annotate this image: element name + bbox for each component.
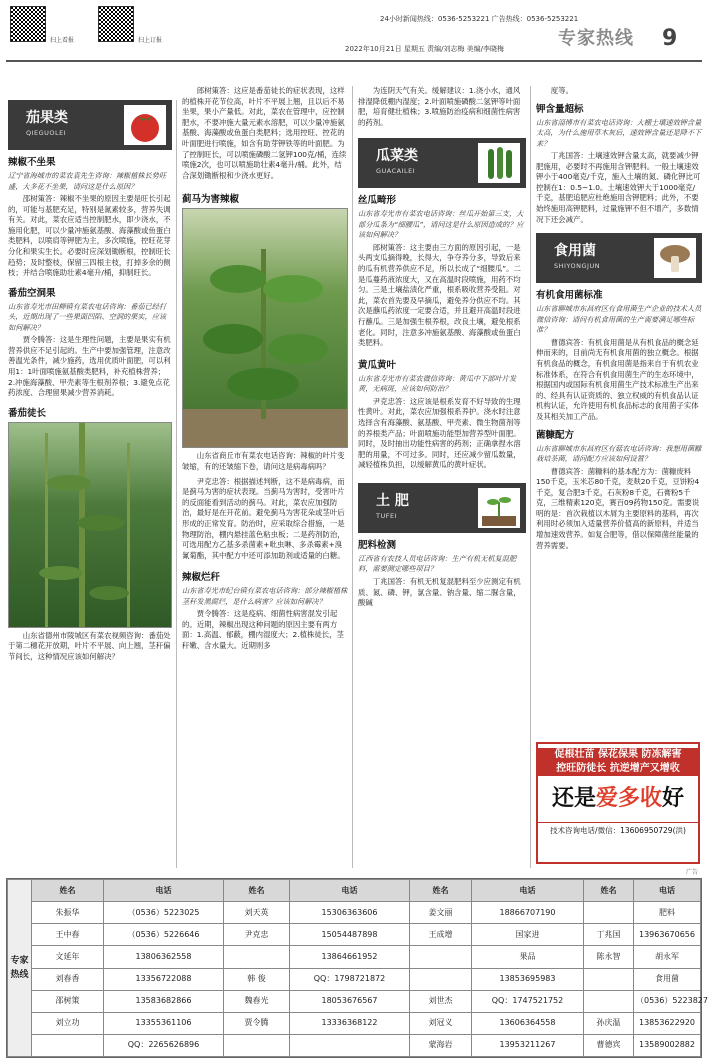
article-answer: 贾令腾答：这是生理性问题，主要是果实有机营养供应不足引起的。生产中要加强管理，注意改善温光条件，减少施药，选用优质叶面肥，可以利用1：1叶面喷施氨基酸类肥料，补充植株营养；2.冲施海藻酸、甲壳素等生根剂养根；3.避免点花药浓度、合理留果减少营养消耗。 xyxy=(8,335,171,398)
expert-phone[interactable]: （0536）5223827 xyxy=(634,990,701,1012)
expert-phone[interactable]: （0536）5223025 xyxy=(104,902,224,924)
header-name: 姓名 xyxy=(410,880,472,902)
header-phone: 电话 xyxy=(290,880,410,902)
category-pinyin: TUFEI xyxy=(376,511,397,520)
expert-name: 王中春 xyxy=(32,924,104,946)
article-answer: 为连阴天气有关。缓解建议：1.浇小水，通风排湿降低棚内湿度；2.叶面喷施磷酸二氢钾等叶面肥，培育健壮植株；3.喷施防治疫病和细菌性病害的药剂。 xyxy=(358,86,521,127)
expert-name xyxy=(584,902,634,924)
header-name: 姓名 xyxy=(584,880,634,902)
expert-phone[interactable] xyxy=(290,1034,410,1056)
expert-name xyxy=(224,1034,290,1056)
table-row xyxy=(8,902,701,924)
article-title: 丝瓜畸形 xyxy=(358,195,397,207)
pepper-leaves-illustration xyxy=(183,209,347,447)
article-title: 菌糠配方 xyxy=(536,429,575,441)
article-question: 山东省淄博市有菜农电话咨询：大棚土壤速效钾含量太高，为什么施用草木灰后，速效钾含量还是降不下来？ xyxy=(536,117,702,148)
article-question: 辽宁省海城市的菜农袁先生咨询：辣椒植株长势旺盛，大多花不坐果，请问这是什么原因？ xyxy=(8,171,167,191)
expert-qq[interactable]: QQ：2265626896 xyxy=(104,1034,224,1056)
expert-phone[interactable]: 13853622920 xyxy=(634,1012,701,1034)
photo-caption: 山东省商丘市有菜农电话咨询：辣椒的叶片变皱缩，有的还皱缩下卷，请问这是病毒病吗？ xyxy=(182,451,345,471)
article-title: 辣椒不坐果 xyxy=(8,157,56,168)
table-row xyxy=(8,1034,701,1056)
category-title: 瓜菜类 xyxy=(376,148,418,165)
category-label: 果品 xyxy=(472,946,584,968)
expert-phone[interactable]: 15306363606 xyxy=(290,902,410,924)
mushroom-icon xyxy=(654,238,696,278)
article-answer: 尹克忠答：这应该是根系发育不好导致的生理性黄叶。对此，菜农应加强根系养护。浇水时注意选择含有海藻酸、氨基酸、甲壳素、微生物菌剂等的养根类产品；叶面喷施功能型加营养型叶面肥。同时，及时抽出功能性病害的药剂；正确拿捏水溶肥的用量，不可过多。同时，还应减少留瓜数量，减轻植株负担，以缓解黄瓜的黄叶症状。 xyxy=(358,396,521,470)
article-answer: 郎树策答：这主要由三方面的原因引起，一是头两支瓜摘得晚，长得大，争夺养分多，导致后来的瓜有机营养供应不足，所以长成了“细腰瓜”。二是瓜蔓药液浓度大，又在高温时段喷施，用药不均匀。三是土壤盐渍化严重，根系吸收营养受阻。对此，菜农首先要及早摘瓜，避免养分供应不均。其次是蘸瓜药浓度一定要合适，并且避开高温时段进行蘸瓜。三是加强生根养根，改良土壤，避免根系老化。同时，注意多冲施氨基酸、海藻酸或鱼蛋白类肥料。 xyxy=(358,242,521,348)
expert-name: 曹德宾 xyxy=(584,1034,634,1056)
category-label: 食用菌 xyxy=(634,968,701,990)
header-name: 姓名 xyxy=(224,880,290,902)
expert-name xyxy=(584,968,634,990)
page-number: 9 xyxy=(662,26,678,51)
expert-qq[interactable]: QQ：1747521752 xyxy=(472,990,584,1012)
column-divider xyxy=(176,100,177,868)
category-title: 土 肥 xyxy=(376,492,409,509)
article-answer: 贾令腾答：这是疫病、细菌性病害混发引起的。近期，辣椒出现这种问题的原因主要有两方面：1.高温、郁蔽，棚内湿度大；2.植株徒长，茎秆嫩、含水量大。近期则多 xyxy=(182,609,344,651)
category-title: 食用菌 xyxy=(554,243,596,260)
ad-prefix: 还是 xyxy=(551,786,596,811)
article-question: 山东省聊城市东昌府区有菇农电话咨询：我想用菌糠栽培茶菌，请问配方应该如何设置？ xyxy=(536,443,702,463)
sprout-icon xyxy=(478,488,520,528)
advertisement[interactable] xyxy=(536,742,700,864)
expert-phone[interactable]: 18866707190 xyxy=(472,902,584,924)
category-banner-shiyongjun xyxy=(536,233,702,283)
header-rule xyxy=(6,60,702,62)
tomato-stem-illustration xyxy=(9,423,171,627)
expert-qq[interactable]: QQ：1798721872 xyxy=(290,968,410,990)
article-title: 钾含量超标 xyxy=(536,103,584,115)
column-2 xyxy=(182,86,348,866)
expert-phone[interactable]: 15054487898 xyxy=(290,924,410,946)
ad-slogan-2: 控旺防徒长 抗逆增产又增收 xyxy=(538,762,698,776)
expert-name: 邵树策 xyxy=(32,990,104,1012)
table-row xyxy=(8,946,701,968)
pepper-plant-photo xyxy=(182,208,348,448)
category-pinyin: GUACAILEI xyxy=(376,167,416,176)
date-line: 2022年10月21日 星期五 责编/刘志梅 美编/李晓梅 xyxy=(345,45,505,53)
ad-contact: 技术咨询电话/微信：13606950729(洪) xyxy=(538,822,698,837)
header-name: 姓名 xyxy=(32,880,104,902)
hotline-text: 24小时新闻热线：0536-5253221 广告热线：0536-5253221 xyxy=(380,15,579,23)
article-question: 江西省有农技人员电话咨询：生产有机无机复混肥料，需要测定哪些项目？ xyxy=(358,553,517,574)
ad-slogan-1: 促根壮苗 保花保果 防冻解害 xyxy=(538,748,698,762)
article-title: 有机食用菌标准 xyxy=(536,290,603,302)
expert-phone[interactable]: 13953211267 xyxy=(472,1034,584,1056)
category-pinyin: SHIYONGJUN xyxy=(554,262,601,271)
expert-name xyxy=(410,946,472,968)
article-answer: 度等。 xyxy=(550,86,573,95)
article-title: 蓟马为害辣椒 xyxy=(182,194,240,206)
ad-suffix: 好 xyxy=(662,786,685,811)
article-answer: 尹克忠答：根据描述判断，这不是病毒病，而是蓟马为害的症状表现。当蓟马为害时，受害叶片的反面能看到活动的蓟马。对此，菜农应加强防治，最好是在开花前。避免蓟马为害花朵或茎叶后形成的正常发育。防治时，应采取综合措施，一是物理防治，棚内悬挂蓝色粘虫板；二是药剂防治，可选用配方乙基多杀菌素+吡虫啉、多杀霉素+溴氰菊酯，其中配方中还可添加助剂或适量的白糖。 xyxy=(182,476,345,560)
expert-name xyxy=(224,946,290,968)
expert-name: 蒙海岩 xyxy=(410,1034,472,1056)
table-row xyxy=(8,1012,701,1034)
qr-left-label: 扫上看报 xyxy=(50,37,75,44)
article-title: 番茄空洞果 xyxy=(8,287,56,299)
expert-phone[interactable]: （0536）5226646 xyxy=(104,924,224,946)
article-answer: 邵树策答：辣椒不坐果的原因主要是旺长引起的，可能与基肥充足，特别是氮素较多，营养失调有关。对此，菜农应适当控制肥水，即少浇水，不施用化肥，可以少量冲施氨基酸、海藻酸或鱼蛋白类肥料，以喷肩等钾肥为主，多次喷施，控旺花芽分化和果实生长。必要时应深划锄断根，控制旺长趋势；及时整枝，保留三四根主枝，打掉多余的侧枝；并结合喷施助壮素4毫升/桶，抑制旺长。 xyxy=(8,194,171,278)
expert-phone[interactable]: 13864661952 xyxy=(290,946,410,968)
qr-right-label: 扫上订报 xyxy=(138,37,163,44)
expert-name: 朱振华 xyxy=(32,902,104,924)
expert-name: 刘天英 xyxy=(224,902,290,924)
expert-name: 国家进 xyxy=(472,924,584,946)
expert-name: 丁兆国 xyxy=(584,924,634,946)
expert-name: 孙庆温 xyxy=(584,1012,634,1034)
expert-phone[interactable]: 13583682866 xyxy=(104,990,224,1012)
expert-phone[interactable]: 13336368122 xyxy=(290,1012,410,1034)
expert-name: 胡永军 xyxy=(634,946,701,968)
expert-phone[interactable]: 13356722088 xyxy=(104,968,224,990)
expert-phone[interactable]: 13806362558 xyxy=(104,946,224,968)
expert-name: 陈永智 xyxy=(584,946,634,968)
photo-caption: 山东省德州市陵城区有菜农视频咨询：番茄处于第二穗花开放期，叶片不平展、向上翘，茎秆偏节间长，这种情况应该如何解决？ xyxy=(8,630,171,661)
expert-name: 刘立功 xyxy=(32,1012,104,1034)
expert-phone[interactable]: 13606364558 xyxy=(472,1012,584,1034)
article-answer: 曹德宾答：菌糠料的基本配方为：菌糠废料150千克，玉米芯80千克，麦麸20千克，豆饼粉4千克，复合肥3千克，石灰粉8千克，石膏粉5千克，三维精素120克，赛百09药物150克。需要说明的是：首次栽植以木屑为主要原料的基料，再次利用时必须加入适量营养价值高的新原料，并适当增加速效营养。如复合肥等，借以保障菌丝能量的营养需要。 xyxy=(536,466,700,550)
category-label: 肥料 xyxy=(634,902,701,924)
section-title: 专家热线 xyxy=(558,28,634,49)
column-1 xyxy=(8,100,172,860)
article-title: 辣椒烂秆 xyxy=(182,572,221,584)
ad-brand: 爱多收 xyxy=(595,786,662,811)
expert-phone[interactable]: 13589002882 xyxy=(634,1034,701,1056)
tomato-icon xyxy=(124,105,166,145)
expert-name: 贾令腾 xyxy=(224,1012,290,1034)
expert-name: 刘冠义 xyxy=(410,1012,472,1034)
expert-directory xyxy=(6,878,708,1058)
column-4 xyxy=(536,86,702,738)
header-phone: 电话 xyxy=(104,880,224,902)
expert-phone[interactable]: 13853695983 xyxy=(472,968,584,990)
category-banner-guacai xyxy=(358,138,526,188)
category-pinyin: QIEGUOLEI xyxy=(26,129,67,137)
expert-name: 刘春香 xyxy=(32,968,104,990)
ad-brand-line xyxy=(538,782,698,816)
expert-name xyxy=(32,1034,104,1056)
tomato-plant-photo xyxy=(8,422,172,628)
article-title: 肥料检测 xyxy=(358,539,397,551)
expert-name xyxy=(584,990,634,1012)
expert-phone[interactable]: 13963670656 xyxy=(634,924,701,946)
category-banner-qiezi xyxy=(8,100,172,150)
article-title: 番茄徒长 xyxy=(8,407,47,419)
column-3 xyxy=(358,86,526,866)
column-divider xyxy=(530,86,531,868)
qr-code-right[interactable] xyxy=(98,6,134,42)
expert-name: 姜文丽 xyxy=(410,902,472,924)
ad-tag: 广告 xyxy=(686,869,699,876)
category-title: 茄果类 xyxy=(26,110,68,126)
directory-side-label: 专家热线 xyxy=(8,880,32,1057)
expert-name: 韩 俊 xyxy=(224,968,290,990)
table-row xyxy=(8,968,701,990)
cucumber-icon xyxy=(478,143,520,183)
article-answer: 丁兆国答：有机无机复混肥料至少应测定有机质、氮、磷、钾，氯含量、钠含量、缩二脲含量，酸碱 xyxy=(358,576,521,608)
article-question: 山东省聊城市东昌府区有食用菌生产企业的技术人员微信咨询：请问有机食用菌的生产需要满足哪些标准？ xyxy=(536,304,702,335)
expert-name: 文延年 xyxy=(32,946,104,968)
expert-name: 刘世杰 xyxy=(410,990,472,1012)
expert-phone[interactable]: 18053676567 xyxy=(290,990,410,1012)
article-answer: 郎树策答：这应是番茄徒长的症状表现，这样的植株开花节位高，叶片不平展上翘，且以后不易坐果，果小产量低。对此，菜农在管理中，应控制肥水，不要冲施大量元素水溶肥，可以少量冲施氨基酸、海藻酸或鱼蛋白类肥料；选用控旺、控花的叶面肥进行喷施，如含有助芽钾铁等的叶面肥。为了控制旺长，可以喷施磷酸二氢钾100克/桶，连续喷施2次，也可以喷施助壮素4毫升/桶。此外，结合深划锄断根和少浇水更好。 xyxy=(182,86,347,180)
expert-name: 尹克忠 xyxy=(224,924,290,946)
article-question: 山东省寿光市纪台镇有菜农电话咨询：部分辣椒植株茎秆发黑腐烂，是什么病害？应该如何解决？ xyxy=(182,586,348,606)
table-row xyxy=(8,990,701,1012)
expert-name: 王成增 xyxy=(410,924,472,946)
column-divider xyxy=(352,86,353,868)
article-question: 山东省寿光市有菜农电话咨询：丝瓜开始第三支，大部分瓜条为“细腰瓜”，请问这是什么原因造成的？应该如何解决？ xyxy=(358,209,524,240)
article-answer: 曹德宾答：有机食用菌是从有机食品的概念延伸而来的，目前尚无有机食用菌的独立概念。根据有机食品的概念，有机食用菌是指来自于有机农业标准体系，在符合有机食用菌生产的生态环境中，根据国内或国际有机食用菌生产技术标准生产出来的、经具有认证资质的、独立权威的有机食品认证机构认证，允许使用有机食品标志的食用菌子实体及其相关加工产品。 xyxy=(536,337,699,421)
article-question: 山东省寿光市田柳镇有菜农电话咨询：番茄已经打头，近期出现了一些果面凹陷、空洞的果实，应该如何解决？ xyxy=(8,301,167,332)
article-answer: 丁兆国答：土壤速效钾含量太高，就要减少钾肥施用，必要时不再施用含钾肥料。一般土壤速效钾小于400毫克/千克，施入土壤的氮、磷化钾比可控制在1：0.5~1.0。土壤速效钾大于1000毫克/千克，基肥追肥应杜绝施用含钾肥料；此外，不要始终施用高钾肥料，过量施钾不但不增产，多数情况下还会减产。 xyxy=(536,151,701,224)
expert-name xyxy=(410,968,472,990)
table-row xyxy=(8,924,701,946)
header-phone: 电话 xyxy=(634,880,701,902)
category-banner-tufei xyxy=(358,483,526,533)
article-question: 山东省寿光市有菜农微信咨询：黄瓜中下部叶片发黄，无病斑，应该如何防治？ xyxy=(358,373,517,394)
article-title: 黄瓜黄叶 xyxy=(358,359,397,371)
qr-code-left[interactable] xyxy=(10,6,46,42)
expert-name: 魏春光 xyxy=(224,990,290,1012)
header-phone: 电话 xyxy=(472,880,584,902)
expert-phone[interactable]: 13355361106 xyxy=(104,1012,224,1034)
